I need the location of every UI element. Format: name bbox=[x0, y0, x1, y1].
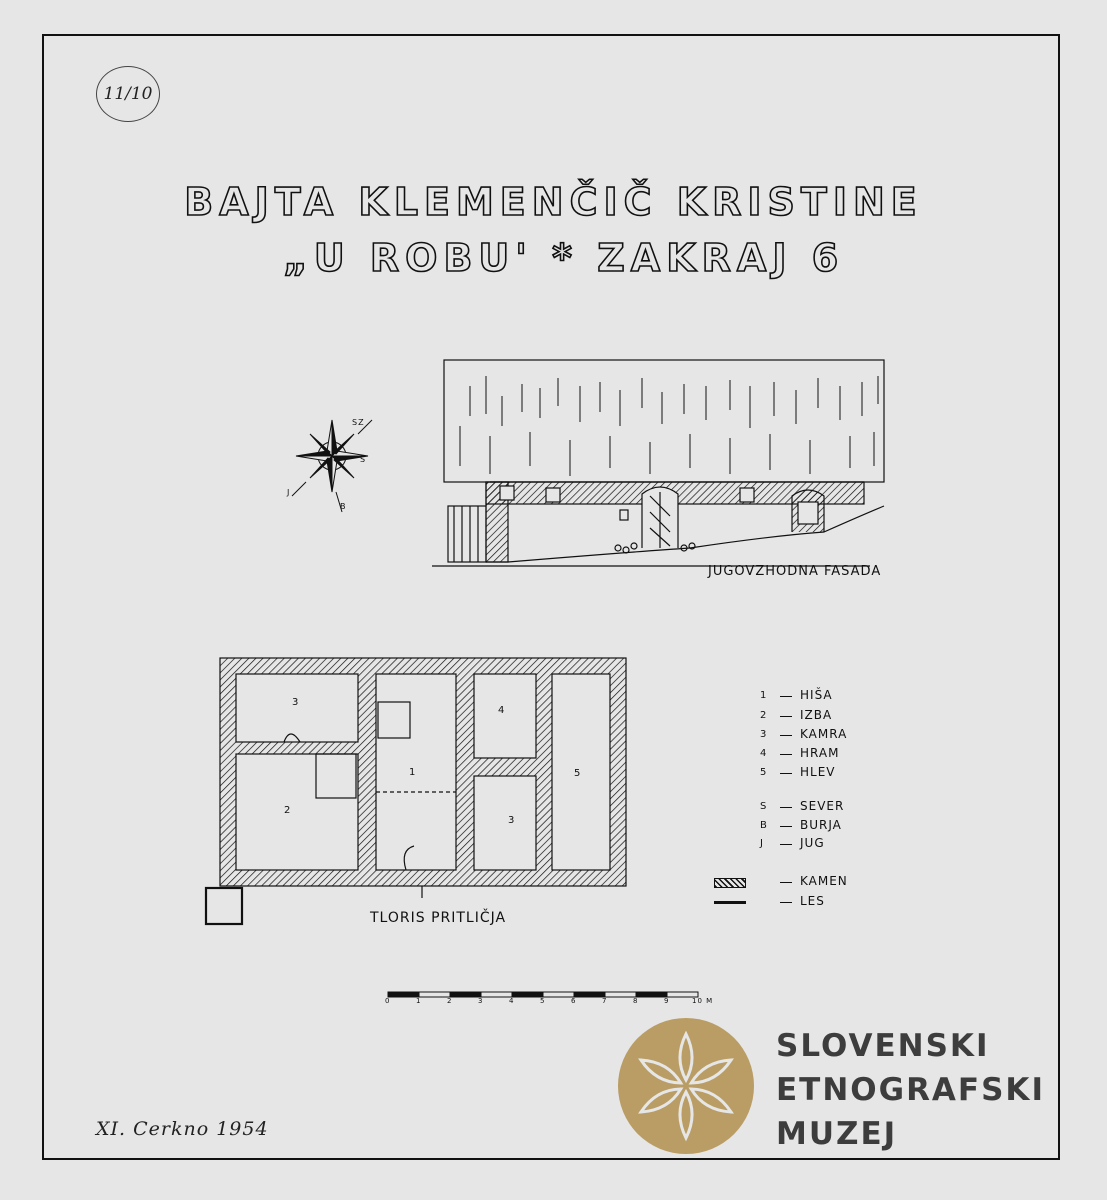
legend-item: KAMEN bbox=[760, 874, 960, 892]
scale-tick: 10 M bbox=[692, 997, 714, 1005]
stone-swatch bbox=[714, 878, 746, 888]
compass-label-s: S bbox=[360, 455, 367, 464]
scale-tick: 1 bbox=[416, 997, 422, 1005]
room-number-4: 4 bbox=[498, 705, 506, 716]
legend-item: 5 HLEV bbox=[760, 765, 836, 779]
legend-item: 2 IZBA bbox=[760, 708, 833, 722]
scale-tick: 8 bbox=[633, 997, 639, 1005]
room-number-5: 5 bbox=[574, 768, 582, 779]
title-line-1: BAJTA KLEMENČIČ KRISTINE bbox=[184, 180, 923, 224]
museum-watermark bbox=[618, 1018, 1058, 1154]
compass-rose-icon bbox=[282, 410, 382, 520]
museum-name-line-1: SLOVENSKI bbox=[776, 1028, 990, 1064]
compass-label-sz: SZ bbox=[352, 418, 365, 427]
scale-tick: 0 bbox=[385, 997, 391, 1005]
legend-item: B BURJA bbox=[760, 818, 842, 832]
legend-item: J JUG bbox=[760, 836, 825, 850]
legend-item: 4 HRAM bbox=[760, 746, 840, 760]
wood-swatch bbox=[714, 901, 746, 904]
compass-label-b: B bbox=[340, 502, 347, 511]
legend-item: 3 KAMRA bbox=[760, 727, 848, 741]
catalog-number: 11/10 bbox=[96, 66, 160, 122]
floor-plan-drawing bbox=[200, 650, 640, 930]
scale-tick: 9 bbox=[664, 997, 670, 1005]
museum-logo-icon bbox=[618, 1018, 754, 1154]
room-number-3b: 3 bbox=[508, 815, 516, 826]
scale-tick: 2 bbox=[447, 997, 453, 1005]
scale-tick: 5 bbox=[540, 997, 546, 1005]
plan-caption: TLORIS PRITLIČJA bbox=[370, 910, 507, 926]
legend-item: LES bbox=[760, 894, 960, 912]
scale-tick: 3 bbox=[478, 997, 484, 1005]
room-number-3a: 3 bbox=[292, 697, 300, 708]
legend-item: 1 HIŠA bbox=[760, 688, 833, 702]
roof-thatch-strokes bbox=[460, 376, 878, 476]
room-number-2: 2 bbox=[284, 805, 292, 816]
legend-item: S SEVER bbox=[760, 799, 845, 813]
room-number-1: 1 bbox=[409, 767, 417, 778]
facade-caption: JUGOVZHODNA FASADA bbox=[708, 564, 882, 579]
scale-tick: 7 bbox=[602, 997, 608, 1005]
facade-drawing bbox=[430, 356, 900, 571]
scale-tick: 4 bbox=[509, 997, 515, 1005]
museum-name-line-2: ETNOGRAFSKI bbox=[776, 1072, 1045, 1108]
museum-name-line-3: MUZEJ bbox=[776, 1116, 898, 1152]
compass-label-j: J bbox=[287, 488, 291, 497]
date-note: XI. Cerkno 1954 bbox=[96, 1118, 269, 1140]
scale-tick: 6 bbox=[571, 997, 577, 1005]
title-line-2: „U ROBU' * ZAKRAJ 6 bbox=[282, 236, 845, 280]
